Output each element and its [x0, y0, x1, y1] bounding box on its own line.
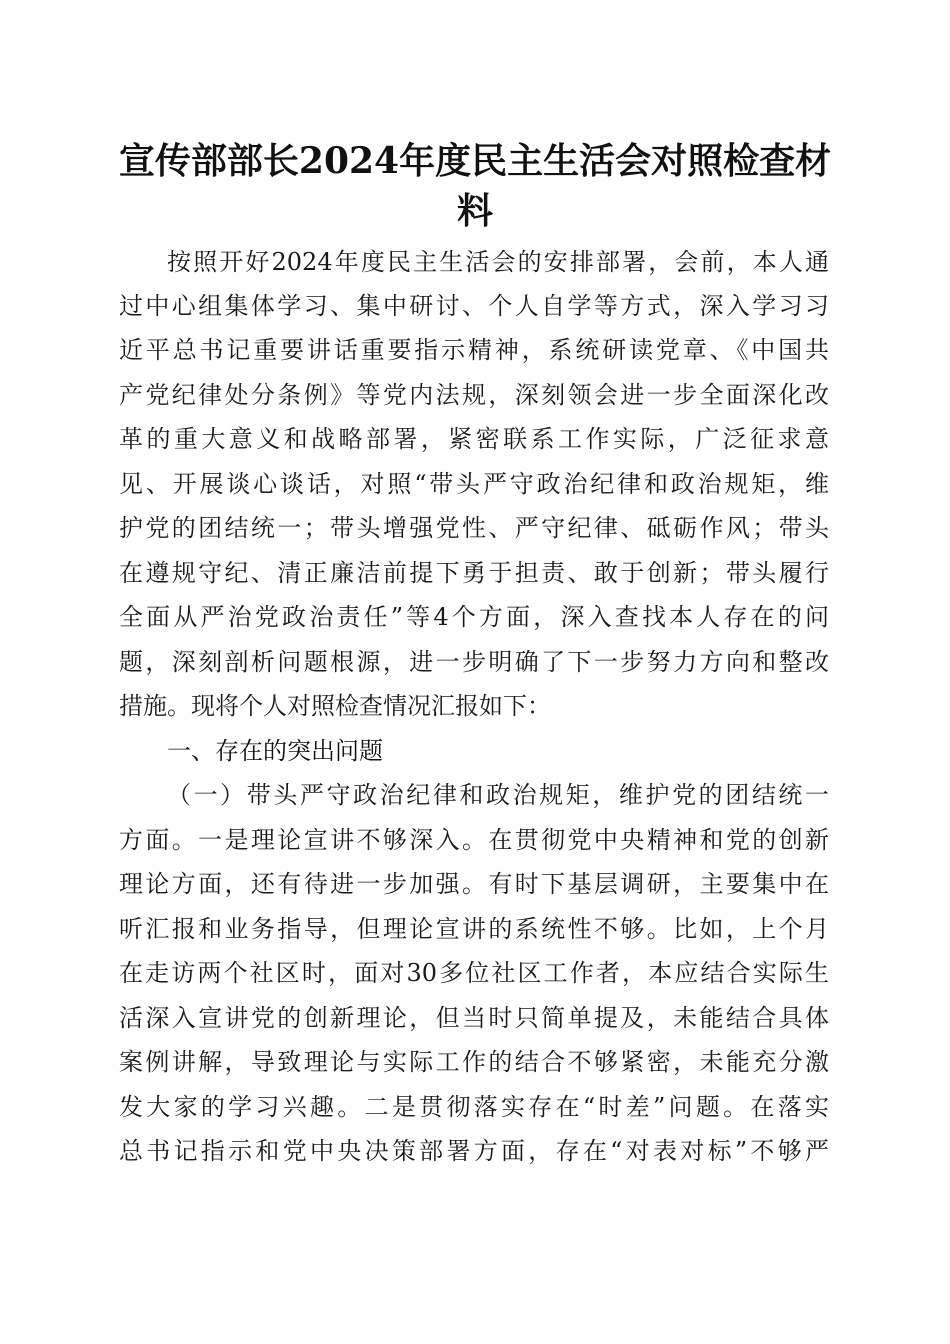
intro-line: 近平总书记重要讲话重要指示精神，系统研读党章、《中国共 — [119, 336, 829, 364]
intro-line: 题，深刻剖析问题根源，进一步明确了下一步努力方向和整改 — [119, 648, 829, 676]
section-heading: 一、存在的突出问题 — [167, 737, 383, 765]
intro-line: 在遵规守纪、清正廉洁前提下勇于担责、敢于创新；带头履行 — [119, 559, 829, 587]
body-line: 理论方面，还有待进一步加强。有时下基层调研，主要集中在 — [119, 870, 829, 898]
intro-line: 见、开展谈心谈话，对照“带头严守政治纪律和政治规矩，维 — [119, 470, 829, 498]
intro-line: 产党纪律处分条例》等党内法规，深刻领会进一步全面深化改 — [119, 381, 829, 409]
document-title: 宣传部部长2024年度民主生活会对照检查材料 — [118, 140, 832, 232]
intro-line: 过中心组集体学习、集中研讨、个人自学等方式，深入学习习 — [119, 292, 829, 320]
intro-line: 按照开好2024年度民主生活会的安排部署，会前，本人通 — [167, 248, 829, 276]
body-line: 方面。一是理论宣讲不够深入。在贯彻党中央精神和党的创新 — [119, 826, 829, 854]
body-line: 总书记指示和党中央决策部署方面，存在“对表对标”不够严 — [119, 1137, 829, 1165]
intro-line: 全面从严治党政治责任”等4个方面，深入查找本人存在的问 — [119, 603, 829, 631]
intro-line: 措施。现将个人对照检查情况汇报如下： — [119, 692, 551, 720]
body-line: 活深入宣讲党的创新理论，但当时只简单提及，未能结合具体 — [119, 1004, 829, 1032]
body-line: 听汇报和业务指导，但理论宣讲的系统性不够。比如，上个月 — [119, 915, 829, 943]
body-line: 发大家的学习兴趣。二是贯彻落实存在“时差”问题。在落实 — [119, 1093, 829, 1121]
body-line: 案例讲解，导致理论与实际工作的结合不够紧密，未能充分激 — [119, 1048, 829, 1076]
body-line: 在走访两个社区时，面对30多位社区工作者，本应结合实际生 — [119, 959, 829, 987]
intro-line: 护党的团结统一；带头增强党性、严守纪律、砥砺作风；带头 — [119, 514, 829, 542]
intro-line: 革的重大意义和战略部署，紧密联系工作实际，广泛征求意 — [119, 425, 829, 453]
body-line: （一）带头严守政治纪律和政治规矩，维护党的团结统一 — [167, 781, 829, 809]
